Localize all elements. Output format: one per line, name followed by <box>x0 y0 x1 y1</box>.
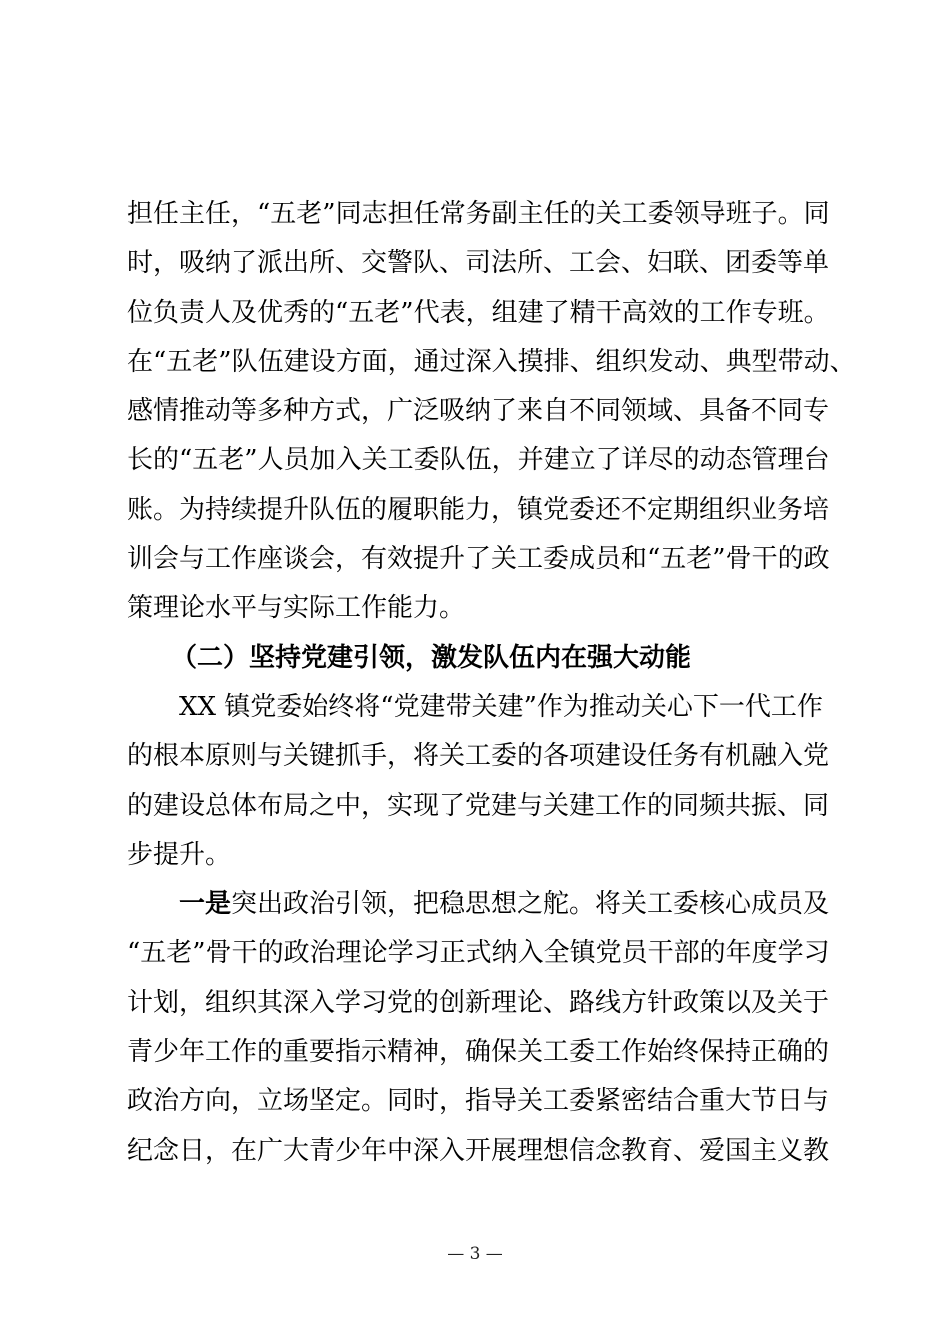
text-line: XX 镇党委始终将“党建带关建”作为推动关心下一代工作 <box>179 691 823 722</box>
paragraph-lead-label: 一是 <box>179 889 232 920</box>
text-line: 担任主任，“五老”同志担任常务副主任的关工委领导班子。同 <box>127 199 830 229</box>
text-line: 的建设总体布局之中，实现了党建与关建工作的同频共振、同 <box>127 790 830 821</box>
text-line: 计划，组织其深入学习党的创新理论、路线方针政策以及关于 <box>127 987 830 1018</box>
text-line: 步提升。 <box>127 839 232 870</box>
paragraph-lead-text: 突出政治引领，把稳思想之舵。将关工委核心成员及 <box>231 889 830 920</box>
text-line: 在“五老”队伍建设方面，通过深入摸排、组织发动、典型带动、 <box>127 346 856 377</box>
text-line: 账。为持续提升队伍的履职能力，镇党委还不定期组织业务培 <box>127 494 830 525</box>
text-line: 政治方向，立场坚定。同时，指导关工委紧密结合重大节日与 <box>127 1086 830 1117</box>
text-line: 长的“五老”人员加入关工委队伍，并建立了详尽的动态管理台 <box>127 445 830 476</box>
text-line: 训会与工作座谈会，有效提升了关工委成员和“五老”骨干的政 <box>127 544 830 575</box>
text-line: 感情推动等多种方式，广泛吸纳了来自不同领域、具备不同专 <box>127 396 830 427</box>
text-line: 时，吸纳了派出所、交警队、司法所、工会、妇联、团委等单 <box>127 248 830 279</box>
text-line: 的根本原则与关键抓手，将关工委的各项建设任务有机融入党 <box>127 741 830 772</box>
text-line: 纪念日，在广大青少年中深入开展理想信念教育、爱国主义教 <box>127 1135 830 1166</box>
text-line: 位负责人及优秀的“五老”代表，组建了精干高效的工作专班。 <box>127 297 830 328</box>
text-line: 青少年工作的重要指示精神，确保关工委工作始终保持正确的 <box>127 1037 830 1068</box>
section-heading: （二）坚持党建引领，激发队伍内在强大动能 <box>171 642 692 673</box>
text-line: “五老”骨干的政治理论学习正式纳入全镇党员干部的年度学习 <box>127 938 830 969</box>
paragraph-lead-line <box>127 880 830 929</box>
page-number: — 3 — <box>447 1244 503 1264</box>
document-body <box>127 190 856 1176</box>
text-line: 策理论水平与实际工作能力。 <box>127 593 466 624</box>
